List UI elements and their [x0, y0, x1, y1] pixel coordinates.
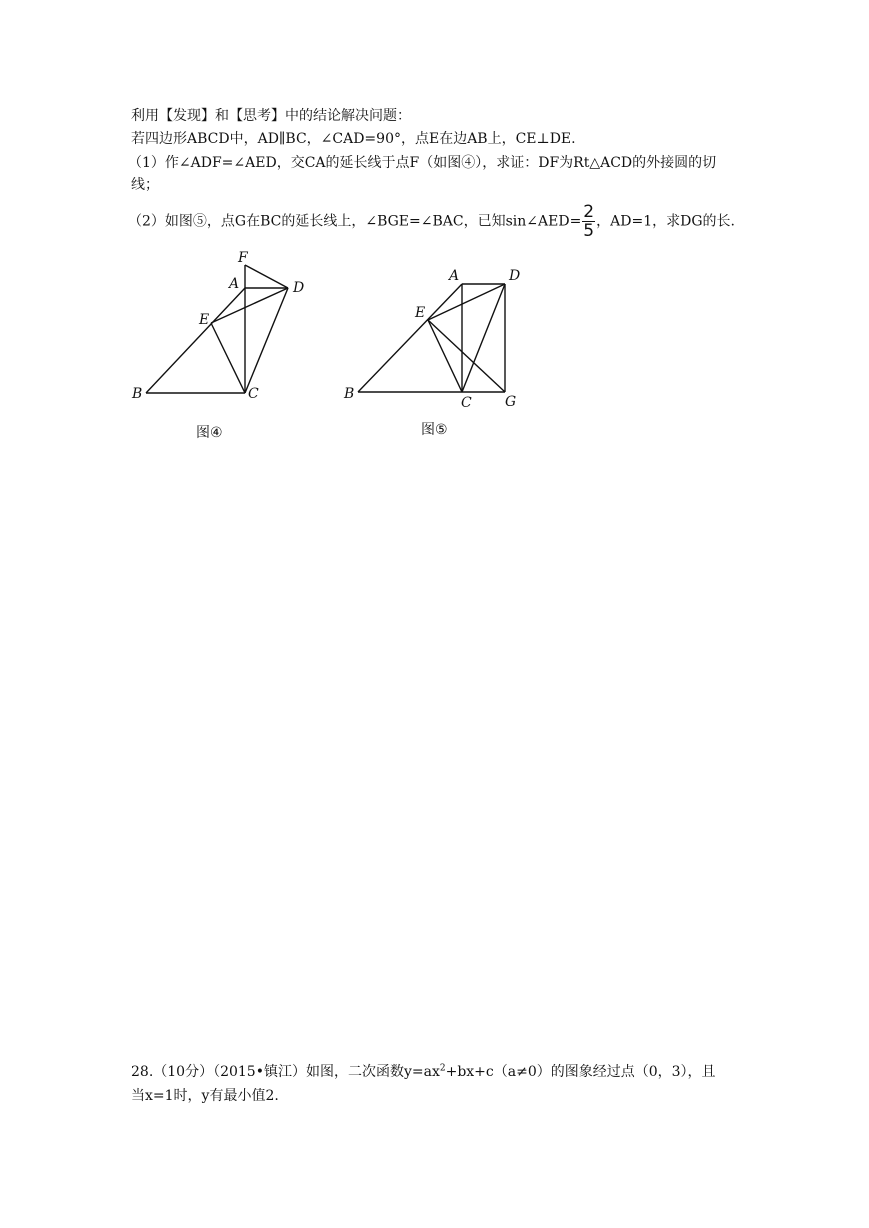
figure-5-caption: 图⑤ [421, 422, 448, 438]
label-B-5: B [344, 386, 355, 402]
segment-EC-5 [428, 320, 462, 392]
question2-text-pre: （2）如图⑤，点G在BC的延长线上，∠BGE=∠BAC，已知sin∠AED= [128, 213, 582, 230]
label-G: G [505, 394, 517, 410]
problem28-text-post: +bx+c（a≠0）的图象经过点（0，3），且 [445, 1064, 716, 1080]
label-D: D [293, 280, 305, 296]
label-D-5: D [509, 268, 521, 284]
segment-FD [245, 265, 288, 288]
label-E-5: E [415, 305, 426, 321]
problem28-text-pre: 28.（10分）（2015•镇江）如图，二次函数y=ax [131, 1064, 440, 1080]
figure-4-caption: 图④ [196, 425, 223, 441]
label-F: F [238, 250, 248, 266]
fraction-denominator: 5 [583, 221, 595, 241]
segment-EC [211, 323, 245, 393]
problem28-line2: 当x=1时，y有最小值2. [131, 1088, 279, 1104]
segment-CD-5 [462, 284, 505, 392]
intro-line: 利用【发现】和【思考】中的结论解决问题： [131, 108, 411, 124]
label-E: E [199, 312, 210, 328]
question1-line1: （1）作∠ADF=∠AED，交CA的延长线于点F（如图④），求证：DF为Rt△ACD的外接圆的切 [128, 155, 717, 171]
label-C-5: C [461, 395, 472, 411]
given-line: 若四边形ABCD中，AD∥BC，∠CAD=90°，点E在边AB上，CE⊥DE. [131, 131, 576, 147]
exponent: 2 [439, 1063, 446, 1074]
label-A-5: A [449, 268, 460, 284]
question1-line2: 线； [131, 177, 159, 193]
problem28-line1 [131, 1062, 716, 1082]
question2-text-post: ，AD=1，求DG的长. [596, 213, 735, 230]
label-A: A [229, 276, 240, 292]
label-C: C [248, 386, 259, 402]
segment-BA [146, 288, 245, 393]
label-B: B [132, 386, 143, 402]
fraction-numerator: 2 [583, 202, 595, 222]
segment-CD [245, 288, 288, 393]
